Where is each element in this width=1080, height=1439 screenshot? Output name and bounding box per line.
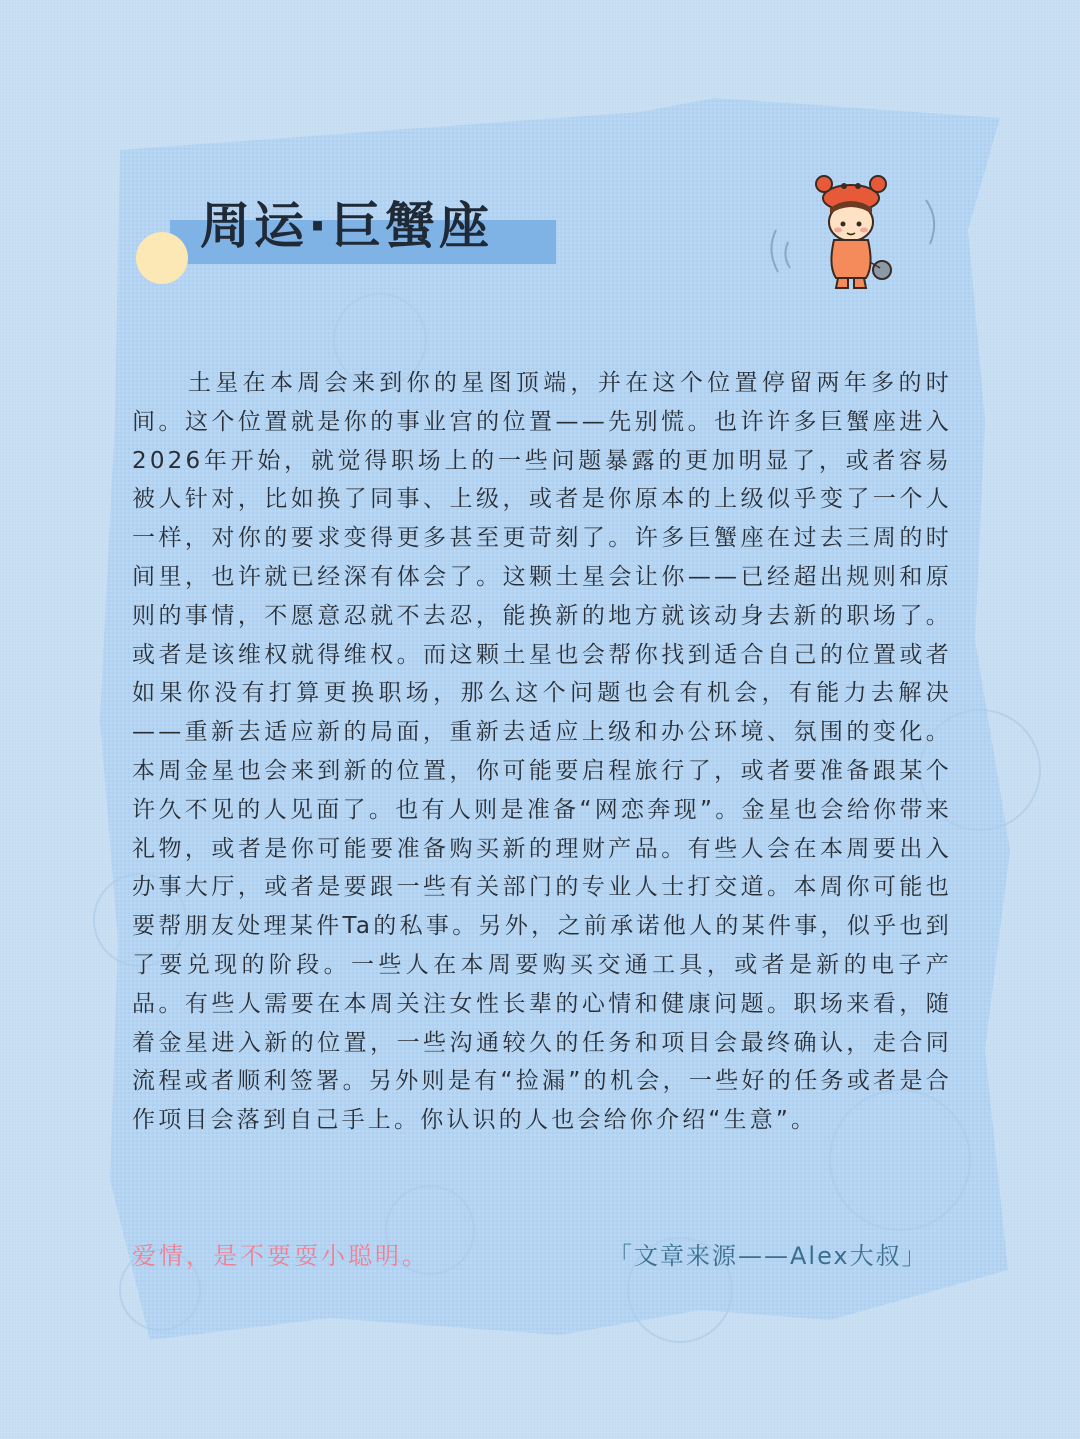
footer-tagline: 爱情，是不要耍小聪明。 xyxy=(132,1242,429,1270)
cancer-zodiac-kid-icon xyxy=(758,170,948,300)
cream-circle-icon xyxy=(136,232,188,284)
page-title: 周运·巨蟹座 xyxy=(200,197,493,255)
article-body: 土星在本周会来到你的星图顶端，并在这个位置停留两年多的时间。这个位置就是你的事业宫的位置——先别慌。也许许多巨蟹座进入2026年开始，就觉得职场上的一些问题暴露的更加明显了，或者容易被人针对，比如换了同事、上级，或者是你原本的上级似乎变了一个人一样，对你的要求变得更多甚至更苛刻了。许多巨蟹座在过去三周的时间里，也许就已经深有体会了。这颗土星会让你——已经超出规则和原则的事情，不愿意忍就不去忍，能换新的地方就该动身去新的职场了。或者是该维权就得维权。而这颗土星也会帮你找到适合自己的位置或者如果你没有打算更换职场，那么这个问题也会有机会，有能力去解决——重新去适应新的局面，重新去适应上级和办公环境、氛围的变化。本周金星也会来到新的位置，你可能要启程旅行了，或者要准备跟某个许久不见的人见面了。也有人则是准备“网恋奔现”。金星也会给你带来礼物，或者是你可能要准备购买新的理财产品。有些人会在本周要出入办事大厅，或者是要跟一些有关部门的专业人士打交道。本周你可能也要帮朋友处理某件Ta的私事。另外，之前承诺他人的某件事，似乎也到了要兑现的阶段。一些人在本周要购买交通工具，或者是新的电子产品。有些人需要在本周关注女性长辈的心情和健康问题。职场来看，随着金星进入新的位置，一些沟通较久的任务和项目会最终确认，走合同流程或者顺利签署。另外则是有“捡漏”的机会，一些好的任务或者是合作项目会落到自己手上。你认识的人也会给你介绍“生意”。 xyxy=(132,370,952,1134)
footer-source: 「文章来源——Alex大叔」 xyxy=(608,1242,928,1270)
